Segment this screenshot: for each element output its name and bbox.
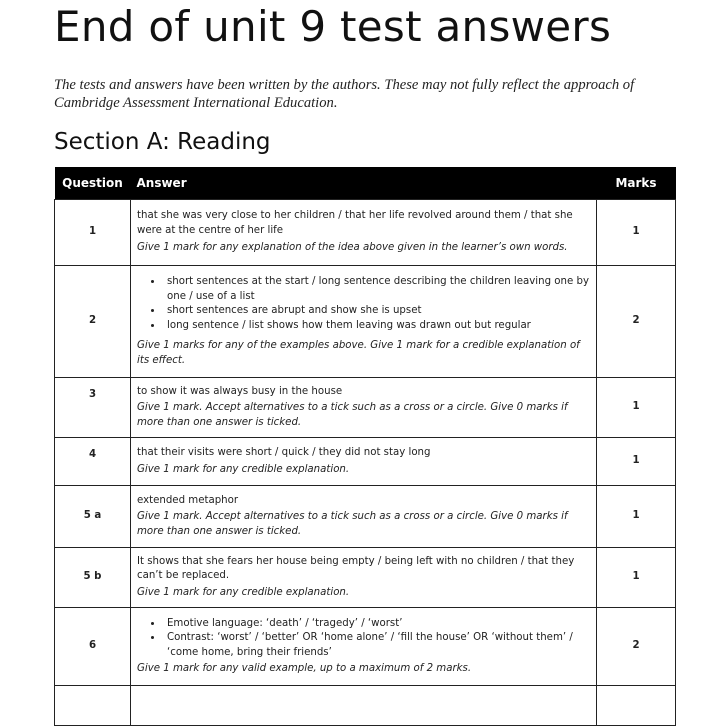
question-number: 1 <box>55 200 131 266</box>
marks-value: 1 <box>597 378 676 438</box>
marks-value: 2 <box>597 608 676 686</box>
marking-guidance: Give 1 mark for any credible explanation. <box>137 586 350 598</box>
answer-text: that their visits were short / quick / they did not stay long <box>137 447 431 458</box>
table-row <box>55 438 676 486</box>
table-row <box>55 200 676 266</box>
answer-bullet: • Emotive language: ‘death’ / ‘tragedy’ / ‘worst’ <box>163 617 590 632</box>
table-row <box>55 266 676 378</box>
answer-bullet: • short sentences are abrupt and show she is upset <box>163 304 590 319</box>
marks-value: 1 <box>597 438 676 486</box>
answer-cell <box>131 378 597 438</box>
marks-column-header: Marks <box>597 167 676 200</box>
answer-bullet: • long sentence / list shows how them leaving was drawn out but regular <box>163 319 590 334</box>
answers-table <box>54 167 676 726</box>
table-row <box>55 686 676 726</box>
table-row <box>55 378 676 438</box>
answer-text: extended metaphor <box>137 494 239 506</box>
answer-bullet-list <box>137 275 590 333</box>
question-column-header: Question <box>55 167 131 200</box>
answer-bullet-list <box>137 617 590 661</box>
question-number: 5 a <box>55 486 131 548</box>
question-number: 5 b <box>55 548 131 608</box>
page-title: End of unit 9 test answers <box>54 2 612 51</box>
question-number <box>55 686 131 726</box>
marks-value: 1 <box>597 486 676 548</box>
marks-value: 2 <box>597 266 676 378</box>
marks-value: 1 <box>597 200 676 266</box>
answer-cell <box>131 266 597 378</box>
question-number: 2 <box>55 266 131 378</box>
marking-guidance: Give 1 mark for any explanation of the idea above given in the learner’s own words. <box>137 242 568 254</box>
answer-cell <box>131 486 597 548</box>
table-row <box>55 486 676 548</box>
answer-bullet: • short sentences at the start / long sentence describing the children leaving one by one / use of a list <box>163 275 590 304</box>
answer-text: that she was very close to her children / that her life revolved around them / that she were at the centre of her life <box>137 210 573 236</box>
marking-guidance: Give 1 mark for any valid example, up to a maximum of 2 marks. <box>137 663 472 674</box>
answer-column-header: Answer <box>131 167 597 200</box>
marks-value <box>597 686 676 726</box>
answer-bullet: • Contrast: ‘worst’ / ‘better’ OR ‘home alone’ / ‘fill the house’ OR ‘without them’ / ‘come home, bring their friends’ <box>163 631 590 660</box>
table-header-row <box>55 167 676 200</box>
answer-text: It shows that she fears her house being empty / being left with no children / that they can’t be replaced. <box>137 555 575 582</box>
table-row <box>55 608 676 686</box>
marking-guidance: Give 1 marks for any of the examples above. Give 1 mark for a credible explanation of its effect. <box>137 340 580 366</box>
question-number: 6 <box>55 608 131 686</box>
question-number: 3 <box>55 378 131 438</box>
answer-cell <box>131 200 597 266</box>
section-heading: Section A: Reading <box>54 129 271 155</box>
table-row <box>55 548 676 608</box>
answer-cell <box>131 438 597 486</box>
disclaimer-text: The tests and answers have been written by the authors. These may not fully reflect the approach of Cambridge Assessment International Education. <box>54 77 635 111</box>
marks-value: 1 <box>597 548 676 608</box>
answer-cell <box>131 548 597 608</box>
marking-guidance: Give 1 mark for any credible explanation. <box>137 463 350 475</box>
answer-cell <box>131 686 597 726</box>
question-number: 4 <box>55 438 131 486</box>
answer-text: to show it was always busy in the house <box>137 385 343 397</box>
marking-guidance: Give 1 mark. Accept alternatives to a tick such as a cross or a circle. Give 0 marks if more than one answer is ticked. <box>137 402 568 428</box>
marking-guidance: Give 1 mark. Accept alternatives to a tick such as a cross or a circle. Give 0 marks if more than one answer is ticked. <box>137 511 568 537</box>
answer-cell <box>131 608 597 686</box>
